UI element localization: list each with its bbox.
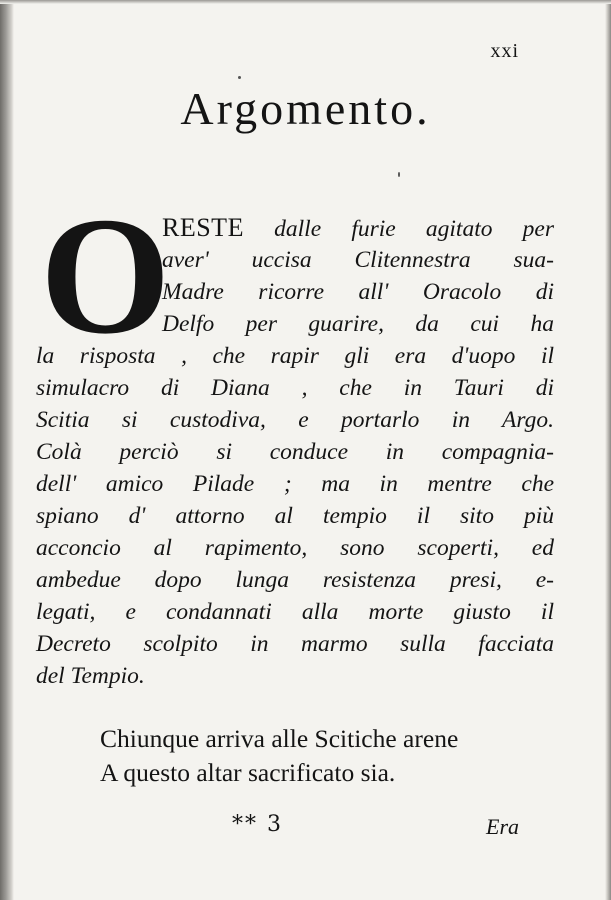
signature-mark: ** 3: [232, 812, 283, 837]
argument-body: [36, 340, 554, 692]
argument-first-line-rest: dalle furie agitato per: [274, 216, 554, 242]
argument-line: la risposta , che rapir gli era d'uopo il: [36, 343, 554, 369]
argument-line: ambedue dopo lunga resistenza presi, e-: [36, 567, 554, 593]
drop-cap: O: [40, 183, 171, 369]
ink-speck: [238, 76, 241, 79]
verse-line: A questo altar sacrificato sia.: [100, 758, 396, 787]
argument-line: dell' amico Pilade ; ma in mentre che: [36, 471, 554, 497]
argument-first-word: RESTE: [162, 213, 244, 242]
page-title: Argomento.: [180, 83, 431, 134]
argument-line: acconcio al rapimento, sono scoperti, ed: [36, 535, 554, 561]
argument-line: [162, 212, 554, 244]
argument-line: simulacro di Diana , che in Tauri di: [36, 375, 554, 401]
argument-line: Madre ricorre all' Oracolo di: [162, 279, 554, 305]
verse-quote: [100, 722, 560, 790]
page-top-edge: [0, 0, 611, 4]
ink-speck: [398, 172, 400, 177]
argument-line: Scitia si custodiva, e portarlo in Argo.: [36, 407, 554, 433]
argument-line: Colà perciò si conduce in compagnia-: [36, 439, 554, 465]
argument-line: Decreto scolpito in marmo sulla facciata: [36, 631, 554, 657]
binding-gutter: [0, 0, 14, 900]
argument-line: Delfo per guarire, da cui ha: [162, 311, 554, 337]
argument-line: spiano d' attorno al tempio il sito più: [36, 503, 554, 529]
page-right-edge: [605, 0, 611, 900]
argument-line: aver' uccisa Clitennestra sua-: [162, 247, 554, 273]
catchword: Era: [486, 814, 519, 839]
page-number: xxi: [490, 40, 519, 62]
argument-line: del Tempio.: [36, 663, 145, 689]
verse-line: Chiunque arriva alle Scitiche arene: [100, 724, 459, 753]
argument-line: legati, e condannati alla morte giusto il: [36, 599, 554, 625]
argument-opening-lines: [162, 212, 554, 340]
